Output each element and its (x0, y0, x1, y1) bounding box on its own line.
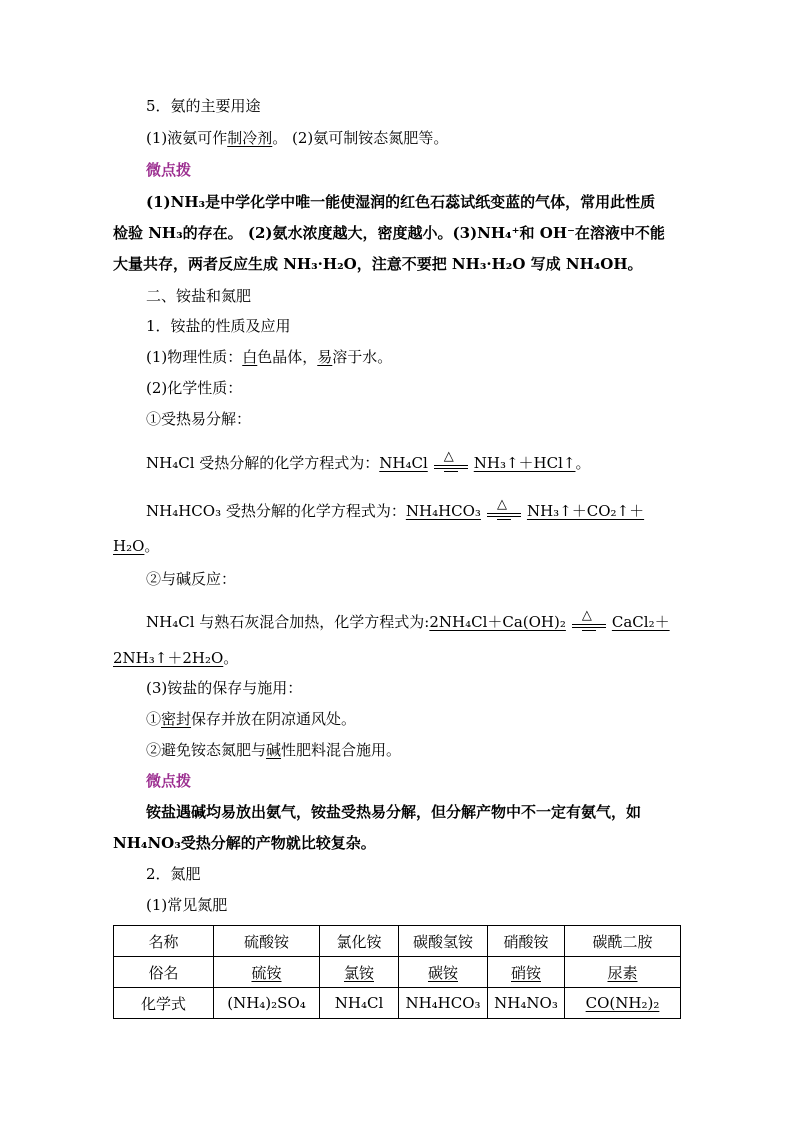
decomposition-heading: ①受热易分解： (146, 410, 252, 428)
tip-heading: 微点拨 (146, 161, 192, 179)
table-cell: 名称 (114, 926, 214, 957)
table-cell: 硫酸铵 (214, 926, 320, 957)
equation-nh4hco3-cont: H₂O。 (113, 537, 160, 555)
tip-line: 检验 NH₃的存在。 (2)氨水浓度越大，密度越小。(3)NH₄⁺和 OH⁻在溶液中不能 (113, 224, 665, 242)
table-cell: 碳铵 (399, 957, 488, 988)
subsection-title: 1．铵盐的性质及应用 (146, 317, 291, 335)
table-cell: NH₄NO₃ (488, 988, 565, 1019)
table-cell: 氯铵 (320, 957, 399, 988)
table-cell: 化学式 (114, 988, 214, 1019)
section-5-uses: (1)液氨可作制冷剂。 (2)氨可制铵态氮肥等。 (146, 129, 449, 147)
table-cell: 硫铵 (214, 957, 320, 988)
tip-line: (1)NH₃是中学化学中唯一能使湿润的红色石蕊试纸变蓝的气体，常用此性质 (146, 193, 656, 211)
table-cell: NH₄HCO₃ (399, 988, 488, 1019)
storage-heading: (3)铵盐的保存与施用： (146, 679, 303, 697)
base-reaction-heading: ②与碱反应： (146, 570, 237, 588)
tip-heading: 微点拨 (146, 772, 192, 790)
answer-refrigerant: 制冷剂 (227, 129, 273, 147)
tip-line: 大量共存，两者反应生成 NH₃·H₂O，注意不要把 NH₃·H₂O 写成 NH₄OH。 (113, 255, 643, 273)
table-row (114, 988, 681, 1019)
equation-nh4hco3: NH₄HCO₃ 受热分解的化学方程式为：NH₄HCO₃ △ NH₃↑＋CO₂↑＋ (146, 498, 644, 524)
tip-line: 铵盐遇碱均易放出氨气，铵盐受热易分解，但分解产物中不一定有氨气，如 (146, 803, 642, 821)
table-cell: 硝酸铵 (488, 926, 565, 957)
equation-lime-cont: 2NH₃↑＋2H₂O。 (113, 649, 239, 667)
table-cell: 硝铵 (488, 957, 565, 988)
tip-line: NH₄NO₃受热分解的产物就比较复杂。 (113, 834, 376, 852)
table-caption: (1)常见氮肥 (146, 896, 228, 914)
table-cell: 氯化铵 (320, 926, 399, 957)
table-cell: 碳酰二胺 (565, 926, 681, 957)
table-row (114, 957, 681, 988)
heating-symbol: △ (487, 498, 521, 524)
equation-lime: NH₄Cl 与熟石灰混合加热，化学方程式为:2NH₄Cl＋Ca(OH)₂ △ CaCl₂＋ (146, 609, 670, 635)
equation-nh4cl: NH₄Cl 受热分解的化学方程式为：NH₄Cl △ NH₃↑＋HCl↑。 (146, 450, 591, 476)
physical-properties: (1)物理性质：白色晶体，易溶于水。 (146, 348, 393, 366)
section-title: 二、铵盐和氮肥 (146, 287, 252, 305)
table-cell: 碳酸氢铵 (399, 926, 488, 957)
subsection-title: 2．氮肥 (146, 865, 201, 883)
table-cell: (NH₄)₂SO₄ (214, 988, 320, 1019)
table-cell: CO(NH₂)₂ (565, 988, 681, 1019)
chemical-properties: (2)化学性质： (146, 379, 243, 397)
table-cell: 俗名 (114, 957, 214, 988)
table-row (114, 926, 681, 957)
table-cell: NH₄Cl (320, 988, 399, 1019)
storage-item: ①密封保存并放在阴凉通风处。 (146, 710, 357, 728)
fertilizer-table (113, 925, 681, 1019)
section-5-title: 5．氨的主要用途 (146, 97, 261, 115)
heating-symbol: △ (572, 609, 606, 635)
storage-item: ②避免铵态氮肥与碱性肥料混合施用。 (146, 741, 402, 759)
table-cell: 尿素 (565, 957, 681, 988)
heating-symbol: △ (434, 450, 468, 476)
